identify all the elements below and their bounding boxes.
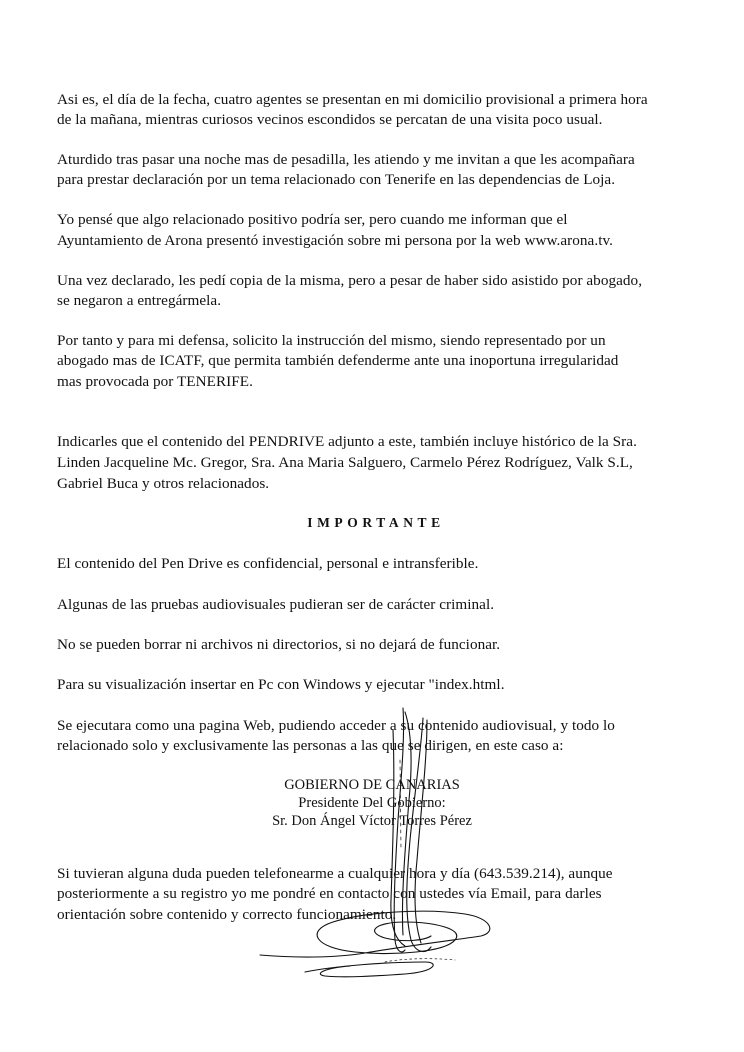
signature-stroke — [394, 708, 405, 952]
text-line: para prestar declaración por un tema relacionado con Tenerife en las dependencias de Loja. — [57, 171, 616, 188]
text-line: Gabriel Buca y otros relacionados. — [57, 475, 270, 492]
handwritten-signature — [255, 700, 495, 985]
text-line: de la mañana, mientras curiosos vecinos escondidos se percatan de una visita poco usual. — [57, 111, 603, 128]
text-line: Ayuntamiento de Arona presentó investigación sobre mi persona por la web www.arona.tv. — [57, 232, 613, 249]
text-line: Yo pensé que algo relacionado positivo podría ser, pero cuando me informan que el — [57, 211, 568, 228]
text-line: Una vez declarado, les pedí copia de la misma, pero a pesar de haber sido asistido por abogado, — [57, 272, 643, 289]
text-line: abogado mas de ICATF, que permita también defenderme ante una inoportuna irregularidad — [57, 352, 619, 369]
text-line: Indicarles que el contenido del PENDRIVE adjunto a este, también incluye histórico de la Sra. — [57, 433, 637, 450]
text-line: Por tanto y para mi defensa, solicito la instrucción del mismo, siendo representado por un — [57, 332, 606, 349]
text-line: mas provocada por TENERIFE. — [57, 373, 253, 390]
text-line: Si tuvieran alguna duda pueden telefonearme a cualquier hora y día (643.539.214), aunque — [57, 865, 613, 882]
text-line: Linden Jacqueline Mc. Gregor, Sra. Ana Maria Salguero, Carmelo Pérez Rodríguez, Valk S.L, — [57, 454, 633, 471]
note-viewing-instructions: Para su visualización insertar en Pc con Windows y ejecutar "index.html. — [57, 676, 505, 693]
signature-stroke — [305, 962, 433, 977]
note-criminal-evidence: Algunas de las pruebas audiovisuales pudieran ser de carácter criminal. — [57, 596, 495, 613]
note-do-not-delete: No se pueden borrar ni archivos ni directorios, si no dejará de funcionar. — [57, 636, 501, 653]
text-line: relacionado solo y exclusivamente las personas a las que se dirigen, en este caso a: — [57, 737, 564, 754]
text-line: Asi es, el día de la fecha, cuatro agentes se presentan en mi domicilio provisional a primera hora — [57, 91, 648, 108]
text-line: Se ejecutara como una pagina Web, pudiendo acceder a su contenido audiovisual, y todo lo — [57, 717, 615, 734]
signature-stroke — [260, 911, 490, 957]
signature-stroke — [415, 720, 427, 943]
note-confidential: El contenido del Pen Drive es confidencial, personal e intransferible. — [57, 555, 479, 572]
recipient-organization: GOBIERNO DE CANARIAS — [284, 777, 460, 793]
text-line: posteriormente a su registro yo me pondré en contacto con ustedes vía Email, para darles — [57, 885, 602, 902]
text-line: orientación sobre contenido y correcto funcionamiento. — [57, 906, 397, 923]
text-line: se negaron a entregármela. — [57, 292, 222, 309]
recipient-title: Presidente Del Gobierno: — [298, 795, 446, 811]
text-line: Aturdido tras pasar una noche mas de pesadilla, les atiendo y me invitan a que les acompañara — [57, 151, 635, 168]
recipient-name: Sr. Don Ángel Víctor Torres Pérez — [272, 813, 472, 829]
signature-stroke — [400, 760, 401, 850]
section-heading: IMPORTANTE — [307, 515, 445, 530]
